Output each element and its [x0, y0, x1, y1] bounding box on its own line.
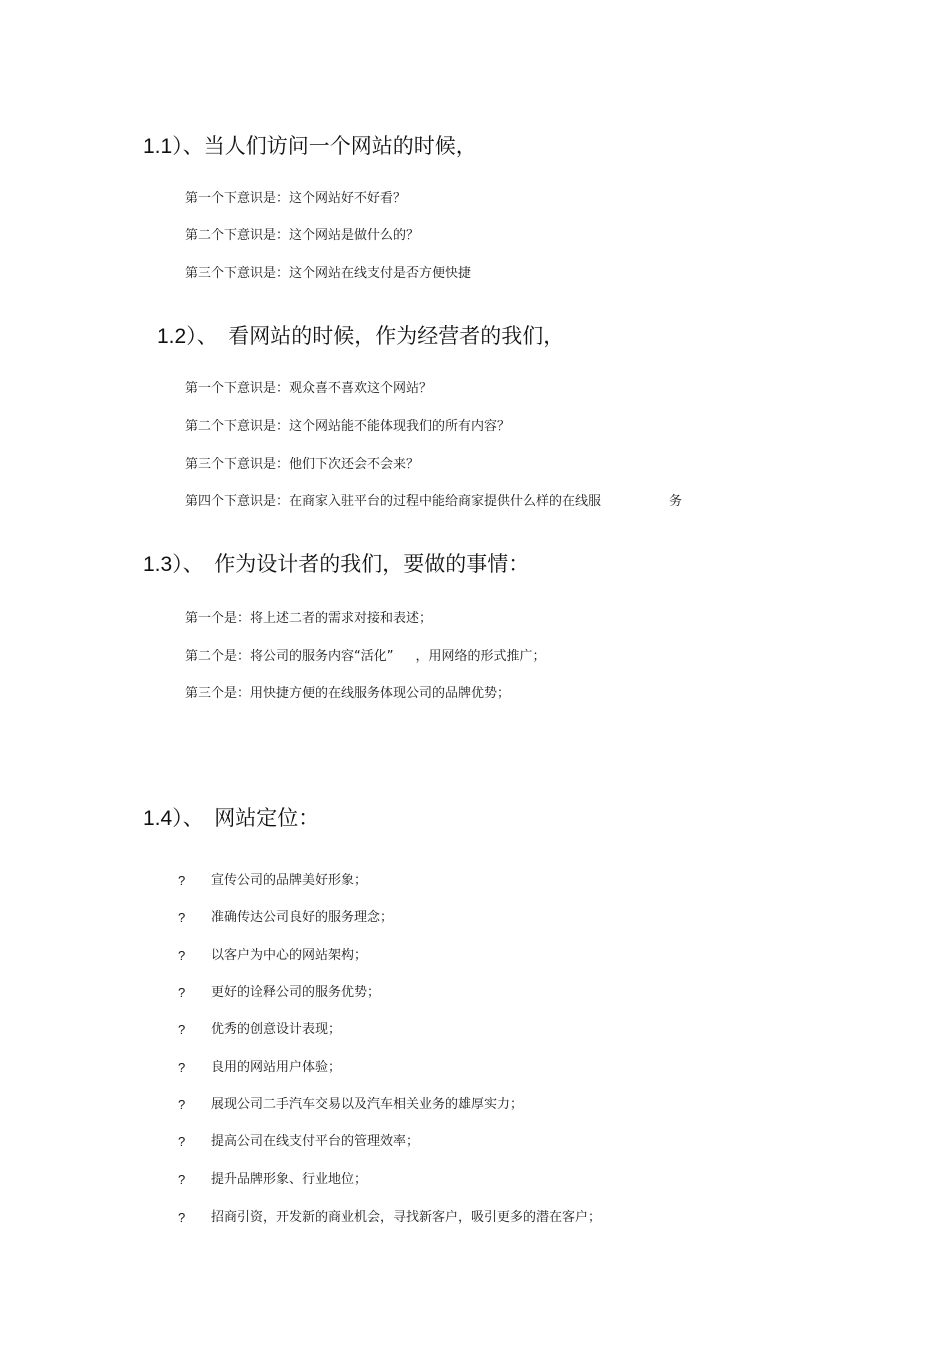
s2-line-2: 第二个下意识是：这个网站能不能体现我们的所有内容？ [185, 419, 511, 434]
list-item: 提高公司在线支付平台的管理效率； [211, 1134, 420, 1149]
list-item: 宣传公司的品牌美好形象； [211, 873, 368, 888]
section-number: 1.1） [143, 135, 183, 158]
section-1-2-heading [157, 322, 564, 351]
list-item: 展现公司二手汽车交易以及汽车相关业务的雄厚实力； [211, 1097, 524, 1112]
s1-line-1: 第一个下意识是：这个网站好不好看？ [185, 191, 407, 206]
list-bullet: ? [178, 1022, 186, 1037]
list-item: 更好的诠释公司的服务优势； [211, 985, 381, 1000]
list-item: 优秀的创意设计表现； [211, 1022, 342, 1037]
s2-line-4-tail: 务 [669, 494, 683, 509]
s3-line-3: 第三个是：用快捷方便的在线服务体现公司的品牌优势； [185, 686, 511, 701]
list-item: 准确传达公司良好的服务理念； [211, 910, 394, 925]
list-item: 提升品牌形象、行业地位； [211, 1172, 368, 1187]
list-bullet: ? [178, 1172, 186, 1187]
section-number: 1.3） [143, 553, 183, 576]
s3-line-1: 第一个是：将上述二者的需求对接和表述； [185, 611, 433, 626]
section-1-4-heading [143, 804, 319, 833]
s2-line-4 [185, 493, 682, 511]
section-title: 、 网站定位： [182, 806, 320, 830]
list-bullet: ? [178, 948, 186, 963]
s3-line-2-main: 第二个是：将公司的服务内容“活化” [185, 649, 394, 664]
section-title: 、当人们访问一个网站的时候， [182, 134, 477, 158]
list-item: 招商引资，开发新的商业机会，寻找新客户，吸引更多的潜在客户； [211, 1210, 602, 1225]
list-bullet: ? [178, 873, 186, 888]
list-bullet: ? [178, 1097, 186, 1112]
list-bullet: ? [178, 985, 186, 1000]
s3-line-2 [185, 648, 546, 666]
list-item: 以客户为中心的网站架构； [211, 948, 368, 963]
list-bullet: ? [178, 910, 186, 925]
s2-line-3: 第三个下意识是：他们下次还会不会来？ [185, 457, 420, 472]
s2-line-4-main: 第四个下意识是：在商家入驻平台的过程中能给商家提供什么样的在线服 [185, 494, 602, 509]
list-bullet: ? [178, 1134, 186, 1149]
s2-line-1: 第一个下意识是：观众喜不喜欢这个网站？ [185, 381, 433, 396]
section-number: 1.2） [157, 325, 197, 348]
section-number: 1.4） [143, 807, 183, 830]
section-title: 、 看网站的时候，作为经营者的我们， [196, 324, 565, 348]
list-bullet: ? [178, 1060, 186, 1075]
section-1-3-heading [143, 550, 529, 579]
list-bullet: ? [178, 1210, 186, 1225]
section-1-1-heading [143, 132, 477, 161]
s1-line-3: 第三个下意识是：这个网站在线支付是否方便快捷 [185, 266, 472, 281]
s3-line-2-tail: ，用网络的形式推广； [415, 649, 546, 664]
s1-line-2: 第二个下意识是：这个网站是做什么的？ [185, 228, 420, 243]
section-title: 、 作为设计者的我们，要做的事情： [182, 552, 530, 576]
list-item: 良用的网站用户体验； [211, 1060, 342, 1075]
